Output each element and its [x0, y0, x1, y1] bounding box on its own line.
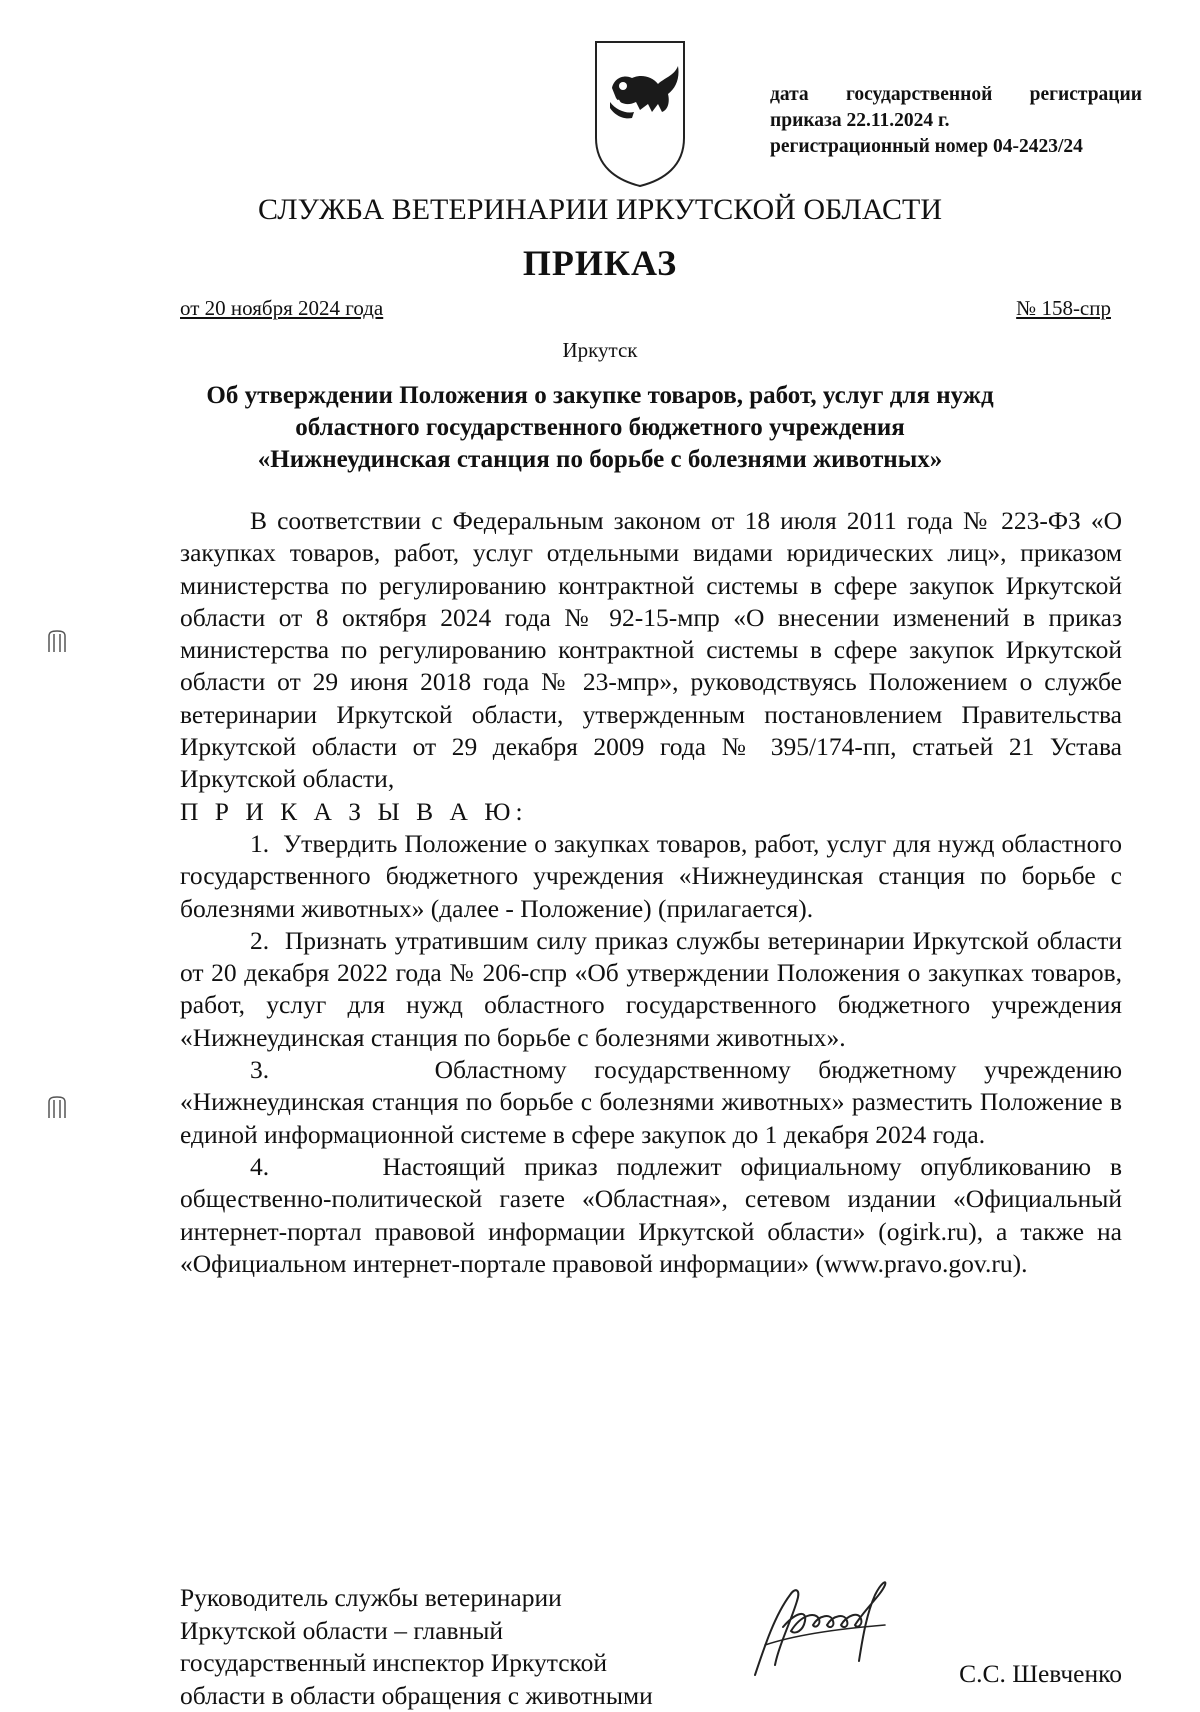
- item-number: 2.: [250, 925, 269, 957]
- position-line-2: Иркутской области – главный: [180, 1615, 653, 1648]
- agency-name: СЛУЖБА ВЕТЕРИНАРИИ ИРКУТСКОЙ ОБЛАСТИ: [0, 193, 1200, 227]
- handwritten-signature-icon: [735, 1565, 935, 1685]
- position-line-3: государственный инспектор Иркутской: [180, 1647, 653, 1680]
- order-item: [180, 1054, 1122, 1151]
- signer-name: С.С. Шевченко: [959, 1659, 1122, 1689]
- item-number: 1.: [250, 828, 269, 860]
- order-word: П Р И К А З Ы В А Ю:: [180, 796, 1122, 828]
- coat-of-arms-icon: [592, 38, 688, 188]
- preamble-paragraph: В соответствии с Федеральным законом от 18 июля 2011 года № 223-ФЗ «О закупках товаров, работ, услуг отдельными видами юридических лиц», приказом министерства по регулированию контрактной системы в сфере закупок Иркутской области от 8 октября 2024 года № 92-15-мпр «О внесении изменений в приказ министерства по регулированию контрактной системы в сфере закупок Иркутской области от 29 июня 2018 года № 23-мпр», руководствуясь Положением о службе ветеринарии Иркутской области, утвержденным постановлением Правительства Иркутской области от 29 декабря 2009 года № 395/174-пп, статьей 21 Устава Иркутской области,: [180, 505, 1122, 796]
- item-text: Признать утратившим силу приказ службы ветеринарии Иркутской области от 20 декабря 2022 года № 206-спр «Об утверждении Положения о закупках товаров, работ, услуг для нужд областного государственного бюджетного учреждения «Нижнеудинская станция по борьбе с болезнями животных».: [180, 926, 1122, 1052]
- order-item: [180, 1151, 1122, 1280]
- position-line-4: области в области обращения с животными: [180, 1680, 653, 1712]
- order-item: [180, 925, 1122, 1054]
- order-body: [180, 505, 1122, 1280]
- order-number: № 158-спр: [1016, 296, 1111, 321]
- margin-mark-icon: [46, 1094, 68, 1122]
- order-title: [160, 380, 1040, 476]
- item-number: 4.: [250, 1151, 269, 1183]
- registration-line-2: приказа 22.11.2024 г.: [770, 108, 1142, 134]
- order-date: от 20 ноября 2024 года: [180, 296, 383, 321]
- position-line-1: Руководитель службы ветеринарии: [180, 1582, 653, 1615]
- signer-position: [180, 1582, 653, 1712]
- registration-line-3: регистрационный номер 04-2423/24: [770, 134, 1142, 160]
- issue-city: Иркутск: [0, 338, 1200, 363]
- item-text: Настоящий приказ подлежит официальному опубликованию в общественно-политической газете «Областная», сетевом издании «Официальный интернет-портал правовой информации Иркутской области» (ogirk.ru), а также на «Официальном интернет-портале правовой информации» (www.pravo.gov.ru).: [180, 1152, 1122, 1278]
- margin-mark-icon: [46, 628, 68, 656]
- document-type: ПРИКАЗ: [0, 242, 1200, 284]
- item-text: Утвердить Положение о закупках товаров, работ, услуг для нужд областного государственного бюджетного учреждения «Нижнеудинская станция по борьбе с болезнями животных» (далее - Положение) (прилагается).: [180, 829, 1122, 923]
- title-line-1: Об утверждении Положения о закупке товаров, работ, услуг для нужд: [160, 380, 1040, 412]
- title-line-3: «Нижнеудинская станция по борьбе с болезнями животных»: [160, 444, 1040, 476]
- item-number: 3.: [250, 1054, 269, 1086]
- title-line-2: областного государственного бюджетного учреждения: [160, 412, 1040, 444]
- registration-line-1: дата государственной регистрации: [770, 82, 1142, 108]
- registration-note: [770, 82, 1142, 160]
- item-text: Областному государственному бюджетному учреждению «Нижнеудинская станция по борьбе с болезнями животных» разместить Положение в единой информационной системе в сфере закупок до 1 декабря 2024 года.: [180, 1055, 1122, 1149]
- order-item: [180, 828, 1122, 925]
